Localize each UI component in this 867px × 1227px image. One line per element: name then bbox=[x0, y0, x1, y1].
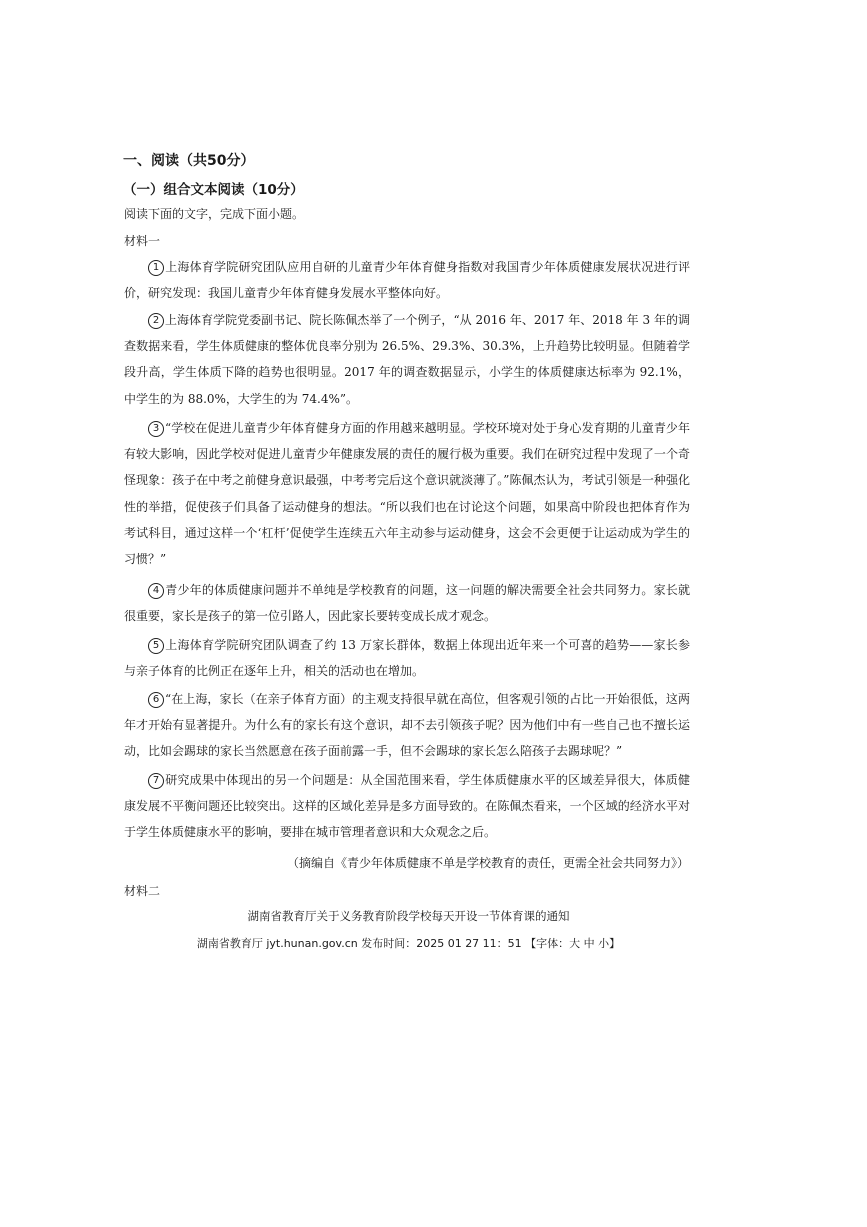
paragraph-text: 上海体育学院党委副书记、院长陈佩杰举了一个例子，“从 2016 年、2017 年、2018 年 3 年的调查数据来看，学生体质健康的整体优良率分别为 26.5%、29.3%、30.3%，上升趋势比较明显。但随着学段升高，学生体质下降的趋势也很明显。2017 年的调查数据显示，小学生的体质健康达标率为 92.1%，中学生的为 88.0%，大学生的为 74.4%”。 bbox=[124, 313, 690, 406]
paragraph-number: 3 bbox=[148, 421, 164, 437]
paragraph-2 bbox=[124, 307, 690, 412]
paragraph-number: 6 bbox=[148, 692, 164, 708]
notice-title: 湖南省教育厅关于义务教育阶段学校每天开设一节体育课的通知 bbox=[247, 909, 570, 923]
notice-meta: 湖南省教育厅 jyt.hunan.gov.cn 发布时间：2025 01 27 11：51 【字体：大 中 小】 bbox=[196, 937, 621, 950]
material1-label: 材料一 bbox=[124, 234, 161, 248]
paragraph-text: “在上海，家长（在亲子体育方面）的主观支持很早就在高位，但客观引领的占比一开始很低，这两年才开始有显著提升。为什么有的家长有这个意识，却不去引领孩子呢？因为他们中有一些自己也不擅长运动，比如会踢球的家长当然愿意在孩子面前露一手，但不会踢球的家长怎么陪孩子去踢球呢？” bbox=[124, 692, 690, 759]
paragraph-text: 上海体育学院研究团队调查了约 13 万家长群体，数据上体现出近年来一个可喜的趋势——家长参与亲子体育的比例正在逐年上升，相关的活动也在增加。 bbox=[124, 638, 690, 679]
paragraph-number: 4 bbox=[148, 583, 164, 599]
paragraph-7 bbox=[124, 767, 690, 846]
source-note: （摘编自《青少年体质健康不单是学校教育的责任，更需全社会共同努力》） bbox=[287, 856, 690, 870]
paragraph-6 bbox=[124, 686, 690, 765]
paragraph-number: 2 bbox=[148, 313, 164, 329]
paragraph-text: 上海体育学院研究团队应用自研的儿童青少年体育健身指数对我国青少年体质健康发展状况进行评价，研究发现：我国儿童青少年体育健身发展水平整体向好。 bbox=[124, 260, 690, 301]
paragraph-text: “学校在促进儿童青少年体育健身方面的作用越来越明显。学校环境对处于身心发育期的儿童青少年有较大影响，因此学校对促进儿童青少年健康发展的责任的履行极为重要。我们在研究过程中发现了一个奇怪现象：孩子在中考之前健身意识最强，中考考完后这个意识就淡薄了。”陈佩杰认为，考试引领是一种强化性的举措，促使孩子们具备了运动健身的想法。“所以我们也在讨论这个问题，如果高中阶段也把体育作为考试科目，通过这样一个‘杠杆’促使学生连续五六年主动参与运动健身，这会不会更便于让运动成为学生的习惯？” bbox=[124, 421, 690, 567]
instruction-text: 阅读下面的文字，完成下面小题。 bbox=[124, 207, 305, 221]
paragraph-text: 青少年的体质健康问题并不单纯是学校教育的问题，这一问题的解决需要全社会共同努力。家长就很重要，家长是孩子的第一位引路人，因此家长要转变成长成才观念。 bbox=[124, 583, 690, 624]
paragraph-number: 1 bbox=[148, 260, 164, 276]
material2-label: 材料二 bbox=[124, 884, 161, 898]
paragraph-5 bbox=[124, 632, 690, 684]
paragraph-number: 5 bbox=[148, 638, 164, 654]
paragraph-1 bbox=[124, 254, 690, 306]
paragraph-number: 7 bbox=[148, 773, 164, 789]
paragraph-3 bbox=[124, 415, 690, 572]
section-title: 一、阅读（共50分） bbox=[123, 153, 255, 169]
paragraph-4 bbox=[124, 577, 690, 629]
paragraph-text: 研究成果中体现出的另一个问题是：从全国范围来看，学生体质健康水平的区域差异很大，体质健康发展不平衡问题还比较突出。这样的区域化差异是多方面导致的。在陈佩杰看来，一个区域的经济水平对于学生体质健康水平的影响，要排在城市管理者意识和大众观念之后。 bbox=[124, 773, 690, 840]
subsection-title: （一）组合文本阅读（10分） bbox=[123, 182, 304, 198]
